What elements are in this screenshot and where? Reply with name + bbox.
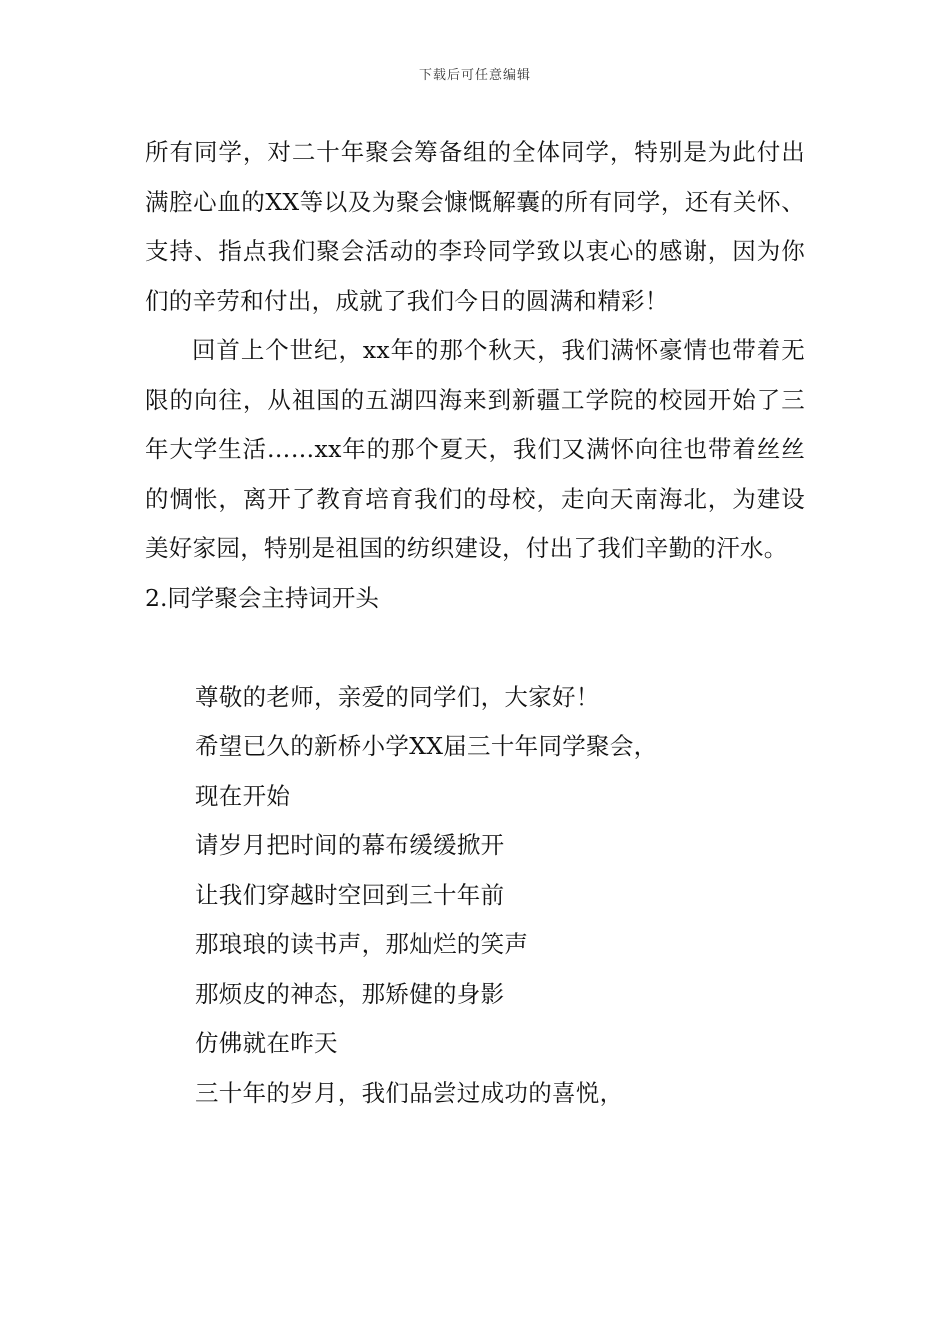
speech-line: 仿佛就在昨天	[195, 1029, 338, 1057]
blank-line	[145, 623, 805, 673]
document-body	[145, 128, 805, 1118]
speech-line: 请岁月把时间的幕布缓缓掀开	[195, 831, 505, 859]
speech-line: 现在开始	[195, 781, 291, 810]
paragraph-memories: 回首上个世纪，xx年的那个秋天，我们满怀豪情也带着无限的向往，从祖国的五湖四海来到新疆工学院的校园开始了三年大学生活……xx年的那个夏天，我们又满怀向往也带着丝丝的惆怅，离开了教育培育我们的母校，走向天南海北，为建设美好家园，特别是祖国的纺织建设，付出了我们辛勤的汗水。	[145, 336, 805, 562]
speech-line: 让我们穿越时空回到三十年前	[195, 880, 505, 909]
speech-line: 那琅琅的读书声，那灿烂的笑声	[195, 930, 529, 958]
speech-line: 尊敬的老师，亲爱的同学们，大家好！	[195, 682, 600, 711]
speech-line: 三十年的岁月，我们品尝过成功的喜悦，	[195, 1078, 624, 1107]
page-header-note: 下载后可任意编辑	[418, 68, 531, 83]
section-heading: 2.同学聚会主持词开头	[145, 583, 379, 612]
speech-line: 那烦皮的神态，那矫健的身影	[195, 979, 505, 1008]
speech-lines	[145, 673, 805, 1119]
paragraph-thanks: 所有同学，对二十年聚会筹备组的全体同学，特别是为此付出满腔心血的XX等以及为聚会慷慨解囊的所有同学，还有关怀、支持、指点我们聚会活动的李玲同学致以衷心的感谢，因为你们的辛劳和付出，成就了我们今日的圆满和精彩！	[145, 138, 805, 315]
speech-line: 希望已久的新桥小学XX届三十年同学聚会，	[195, 732, 658, 760]
